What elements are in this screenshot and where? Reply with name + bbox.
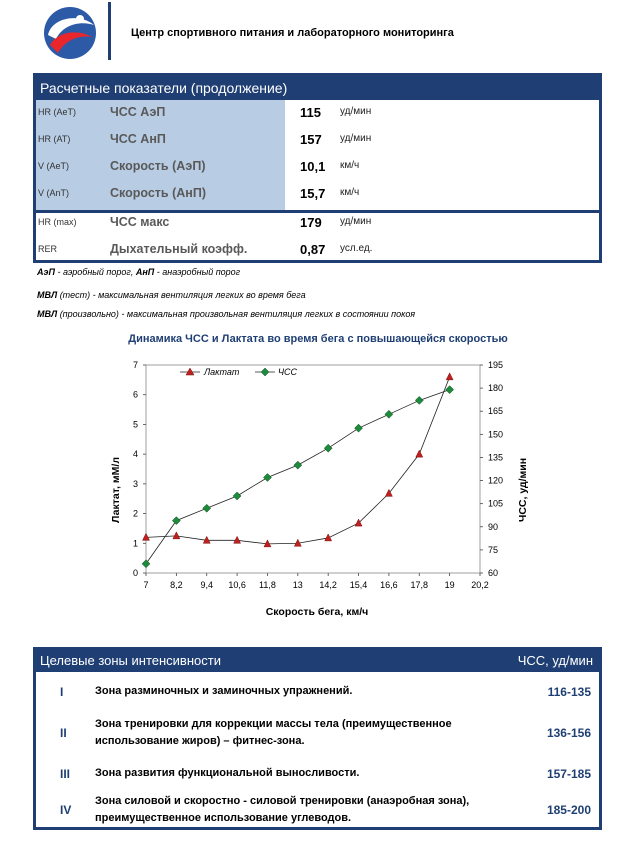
note-mvl-test: МВЛ (тест) - максимальная вентиляция легких во время бега — [37, 290, 306, 300]
lactate-point — [173, 532, 180, 539]
zone-roman: I — [60, 685, 64, 699]
metric-code: V (AnT) — [38, 188, 70, 198]
hr-point — [233, 492, 241, 500]
plot-frame — [146, 365, 480, 573]
y-tick-label: 4 — [132, 449, 138, 460]
hr-point — [263, 473, 271, 481]
x-tick-label: 16,6 — [380, 580, 398, 590]
lactate-point — [416, 450, 423, 457]
metric-unit: уд/мин — [340, 216, 372, 227]
x-tick-label: 19 — [444, 580, 455, 590]
lactate-point — [446, 373, 453, 380]
x-tick-label: 10,6 — [228, 580, 246, 590]
metric-row — [36, 210, 599, 237]
logo — [40, 5, 100, 60]
x-tick-label: 8,2 — [170, 580, 183, 590]
hr-point — [142, 560, 150, 568]
metric-name: Скорость (АэП) — [110, 159, 206, 173]
plot-area — [133, 360, 503, 590]
y2-tick-label: 75 — [488, 544, 499, 555]
y-tick-label: 3 — [132, 478, 138, 489]
metric-value: 179 — [300, 215, 322, 230]
metric-row — [36, 237, 599, 264]
y2-axis-label: ЧСС, уд/мин — [517, 457, 529, 523]
header-divider — [108, 2, 111, 60]
y-tick-label: 0 — [132, 568, 138, 578]
zone-text: Зона силовой и скоростно - силовой тренировки (анаэробная зона), преимущественное использование углеводов. — [95, 795, 470, 824]
zone-text: Зона тренировки для коррекции массы тела (преимущественное использование жиров) – фитнес-зона. — [95, 718, 452, 747]
hr-point — [203, 504, 211, 512]
y-tick-label: 7 — [132, 360, 138, 370]
metric-value: 10,1 — [300, 159, 326, 174]
lactate-line — [146, 377, 450, 544]
y2-tick-label: 165 — [488, 406, 504, 417]
zones-hr-header: ЧСС, уд/мин — [517, 653, 593, 668]
x-tick-label: 14,2 — [319, 580, 337, 590]
y2-tick-label: 180 — [488, 383, 504, 394]
metric-value: 0,87 — [300, 242, 326, 257]
y2-tick-label: 120 — [488, 475, 504, 486]
metric-unit: уд/мин — [340, 133, 372, 144]
y-tick-label: 6 — [132, 389, 138, 400]
zone-row — [36, 757, 599, 787]
metric-code: HR (AT) — [38, 134, 71, 144]
zone-row — [36, 787, 599, 827]
legend-lactate-label: Лактат — [204, 367, 240, 377]
metrics-title: Расчетные показатели (продолжение) — [36, 76, 599, 100]
hr-point — [172, 517, 180, 525]
zone-range: 136-156 — [546, 726, 591, 740]
hr-point — [294, 461, 302, 469]
zone-roman: IV — [60, 803, 72, 817]
note-mvl-rest: МВЛ (произвольно) - максимальная произвольная вентиляция легких в состоянии покоя — [37, 309, 415, 319]
zone-roman: III — [60, 767, 71, 781]
metric-row — [36, 100, 599, 127]
lactate-point — [325, 534, 332, 541]
note-thresholds: АэП - аэробный порог, АнП - анаэробный порог — [37, 267, 241, 277]
x-axis-label: Скорость бега, км/ч — [265, 606, 369, 618]
metric-code: RER — [38, 244, 58, 254]
zone-text: Зона развития функциональной выносливости. — [95, 767, 360, 779]
metrics-table — [33, 73, 602, 263]
legend — [180, 367, 298, 377]
lactate-point — [234, 536, 241, 543]
zone-range: 157-185 — [546, 767, 591, 781]
hr-point — [355, 424, 363, 432]
y-tick-label: 5 — [132, 419, 138, 430]
metric-unit: усл.ед. — [340, 243, 373, 254]
metric-unit: уд/мин — [340, 106, 372, 117]
metric-name: Дыхательный коэфф. — [110, 242, 248, 256]
x-tick-label: 9,4 — [200, 580, 213, 590]
metric-name: ЧСС макс — [110, 215, 170, 229]
x-tick-label: 17,8 — [410, 580, 429, 590]
zone-row — [36, 672, 599, 712]
chart — [100, 325, 540, 625]
metric-code: HR (max) — [38, 217, 77, 227]
y-tick-label: 1 — [132, 538, 138, 549]
chart-title: Динамика ЧСС и Лактата во время бега с повышающейся скоростью — [128, 333, 508, 345]
legend-hr-marker — [261, 368, 269, 376]
metric-row — [36, 154, 599, 181]
zones-header — [36, 650, 599, 672]
metric-value: 157 — [300, 132, 322, 147]
legend-hr-label: ЧСС — [278, 367, 298, 377]
zone-range: 116-135 — [547, 685, 591, 699]
hr-line — [146, 390, 450, 564]
metric-value: 115 — [300, 105, 321, 120]
logo-emblem-icon — [40, 5, 100, 60]
metric-unit: км/ч — [340, 187, 360, 198]
x-tick-label: 11,8 — [259, 580, 276, 590]
metric-name: ЧСС АнП — [110, 132, 166, 146]
hr-point — [446, 386, 454, 394]
x-tick-label: 20,2 — [471, 580, 489, 590]
hr-point — [385, 410, 393, 418]
metric-row — [36, 127, 599, 154]
hr-lactate-chart — [100, 325, 540, 620]
metric-value: 15,7 — [300, 186, 326, 201]
metric-code: V (AeT) — [38, 161, 70, 171]
metric-code: HR (AeT) — [38, 107, 76, 117]
zone-text: Зона разминочных и заминочных упражнений. — [95, 685, 353, 697]
x-tick-label: 15,4 — [349, 580, 368, 590]
zone-row — [36, 712, 599, 757]
metric-name: Скорость (АнП) — [110, 186, 206, 200]
org-name: Центр спортивного питания и лабораторного мониторинга — [131, 27, 454, 39]
hr-point — [324, 444, 332, 452]
metric-unit: км/ч — [340, 160, 360, 171]
hr-point — [415, 396, 423, 404]
legend-lactate-marker — [186, 368, 194, 375]
y2-tick-label: 105 — [488, 498, 504, 509]
y2-tick-label: 90 — [488, 521, 499, 532]
y2-tick-label: 195 — [488, 360, 504, 370]
metric-row — [36, 181, 599, 208]
zones-title: Целевые зоны интенсивности — [40, 653, 221, 668]
y2-tick-label: 150 — [488, 429, 504, 440]
metric-name: ЧСС АэП — [110, 105, 166, 119]
y2-tick-label: 60 — [488, 568, 499, 578]
x-tick-label: 7 — [143, 580, 149, 590]
zone-roman: II — [60, 726, 67, 740]
y-axis-label: Лактат, мМ/л — [110, 457, 122, 523]
zone-range: 185-200 — [546, 803, 591, 817]
zones-table — [33, 647, 602, 830]
y2-tick-label: 135 — [488, 452, 504, 463]
y-tick-label: 2 — [132, 508, 138, 519]
x-tick-label: 13 — [292, 580, 303, 590]
